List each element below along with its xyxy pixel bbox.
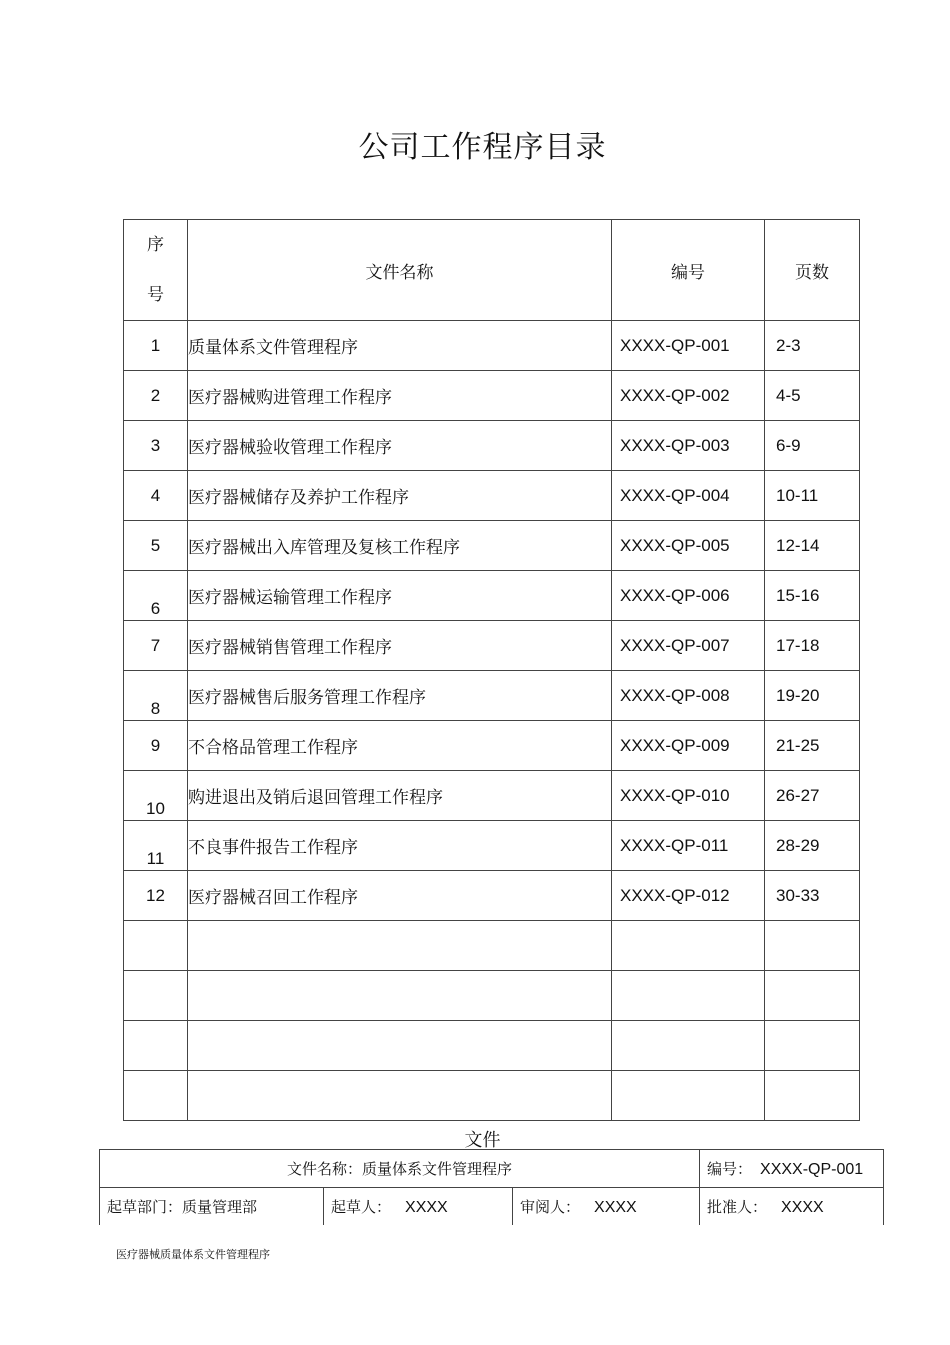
row-pages <box>765 821 860 871</box>
file-code-label: 编号： <box>707 1160 753 1178</box>
row-code-text: XXXX-QP-011 <box>620 835 729 855</box>
row-name <box>188 571 612 621</box>
row-name-text: 医疗器械储存及养护工作程序 <box>188 488 409 508</box>
row-seq-text: 6 <box>150 599 161 618</box>
row-pages <box>765 371 860 421</box>
footer-row-2 <box>100 1188 884 1226</box>
header-seq <box>124 220 188 321</box>
table-row <box>124 421 860 471</box>
header-name: 文件名称 <box>188 220 612 321</box>
footer-row-1 <box>100 1150 884 1188</box>
page-title: 公司工作程序目录 <box>358 130 607 165</box>
row-pages-text: 12-14 <box>776 535 820 555</box>
row-seq-text: 9 <box>150 735 161 755</box>
drafter-label: 起草人： <box>331 1198 392 1216</box>
row-pages <box>765 621 860 671</box>
row-name-text: 不良事件报告工作程序 <box>188 838 358 858</box>
table-header-row <box>124 220 860 321</box>
row-name <box>188 321 612 371</box>
row-seq-text: 2 <box>150 385 161 405</box>
empty-cell <box>124 921 188 971</box>
drafter <box>324 1188 513 1226</box>
row-code-text: XXXX-QP-008 <box>620 685 730 705</box>
empty-cell <box>188 921 612 971</box>
approver-label: 批准人： <box>707 1198 768 1216</box>
procedure-table <box>123 219 860 1121</box>
row-code-text: XXXX-QP-009 <box>620 735 730 755</box>
row-pages-text: 21-25 <box>776 735 820 755</box>
row-pages-text: 19-20 <box>776 685 820 705</box>
empty-cell <box>765 1021 860 1071</box>
row-seq-text: 8 <box>150 699 161 718</box>
table-row <box>124 571 860 621</box>
row-seq-text: 3 <box>150 435 161 455</box>
row-pages <box>765 871 860 921</box>
empty-cell <box>124 1021 188 1071</box>
row-seq <box>124 571 188 621</box>
header-seq-top: 序 <box>147 235 164 255</box>
empty-cell <box>188 971 612 1021</box>
row-seq-text: 11 <box>146 849 165 868</box>
row-seq <box>124 621 188 671</box>
row-code-text: XXXX-QP-005 <box>620 535 730 555</box>
row-name <box>188 671 612 721</box>
row-code <box>612 871 765 921</box>
row-name-text: 医疗器械出入库管理及复核工作程序 <box>188 538 460 558</box>
row-code-text: XXXX-QP-001 <box>620 335 730 355</box>
empty-cell <box>612 1021 765 1071</box>
reviewer-value: XXXX <box>594 1199 637 1216</box>
row-name-text: 医疗器械验收管理工作程序 <box>188 438 392 458</box>
empty-cell <box>765 921 860 971</box>
draft-dept: 起草部门：质量管理部 <box>100 1188 324 1226</box>
row-seq <box>124 821 188 871</box>
row-pages-text: 26-27 <box>776 785 820 805</box>
row-pages-text: 30-33 <box>776 885 820 905</box>
row-seq <box>124 871 188 921</box>
row-code-text: XXXX-QP-010 <box>620 785 730 805</box>
table-row <box>124 871 860 921</box>
row-code-text: XXXX-QP-012 <box>620 885 730 905</box>
row-name-text: 质量体系文件管理程序 <box>188 338 358 358</box>
row-code <box>612 721 765 771</box>
row-name <box>188 871 612 921</box>
table-row <box>124 821 860 871</box>
row-seq-text: 5 <box>150 535 161 555</box>
row-name <box>188 521 612 571</box>
row-pages <box>765 321 860 371</box>
row-pages <box>765 471 860 521</box>
row-pages <box>765 521 860 571</box>
file-code-value: XXXX-QP-001 <box>760 1161 864 1178</box>
row-pages <box>765 721 860 771</box>
row-pages-text: 10-11 <box>776 485 819 505</box>
row-name <box>188 471 612 521</box>
row-name <box>188 621 612 671</box>
empty-row <box>124 1021 860 1071</box>
row-code-text: XXXX-QP-003 <box>620 435 730 455</box>
header-seq-bottom: 号 <box>147 285 164 305</box>
empty-cell <box>612 921 765 971</box>
row-code-text: XXXX-QP-002 <box>620 385 730 405</box>
row-seq <box>124 771 188 821</box>
row-code <box>612 521 765 571</box>
row-code <box>612 671 765 721</box>
caption: 文件 <box>464 1130 501 1151</box>
reviewer <box>513 1188 700 1226</box>
row-seq-text: 1 <box>150 335 161 355</box>
row-pages-text: 4-5 <box>776 385 801 405</box>
row-pages <box>765 671 860 721</box>
drafter-value: XXXX <box>405 1199 448 1216</box>
row-code-text: XXXX-QP-004 <box>620 485 730 505</box>
row-seq <box>124 421 188 471</box>
table-row <box>124 321 860 371</box>
empty-cell <box>612 971 765 1021</box>
row-code <box>612 421 765 471</box>
row-code <box>612 771 765 821</box>
row-seq <box>124 721 188 771</box>
row-name <box>188 771 612 821</box>
row-pages-text: 17-18 <box>776 635 820 655</box>
row-name <box>188 821 612 871</box>
header-code: 编号 <box>612 220 765 321</box>
row-code <box>612 471 765 521</box>
table-row <box>124 671 860 721</box>
file-code <box>700 1150 884 1188</box>
row-seq <box>124 521 188 571</box>
approver <box>700 1188 884 1226</box>
row-name <box>188 371 612 421</box>
empty-cell <box>612 1071 765 1121</box>
empty-row <box>124 971 860 1021</box>
header-pages: 页数 <box>765 220 860 321</box>
row-seq-text: 10 <box>146 799 165 818</box>
row-seq-text: 12 <box>146 885 165 905</box>
table-row <box>124 771 860 821</box>
row-seq-text: 7 <box>150 635 161 655</box>
row-name-text: 医疗器械召回工作程序 <box>188 888 358 908</box>
row-code-text: XXXX-QP-006 <box>620 585 730 605</box>
row-pages-text: 6-9 <box>776 435 801 455</box>
table-row <box>124 471 860 521</box>
table-row <box>124 621 860 671</box>
empty-cell <box>124 1071 188 1121</box>
row-code-text: XXXX-QP-007 <box>620 635 730 655</box>
row-seq-text: 4 <box>150 485 161 505</box>
row-code <box>612 321 765 371</box>
row-name-text: 医疗器械销售管理工作程序 <box>188 638 392 658</box>
row-code <box>612 371 765 421</box>
row-code <box>612 571 765 621</box>
empty-cell <box>188 1071 612 1121</box>
row-name-text: 医疗器械售后服务管理工作程序 <box>188 688 426 708</box>
approver-value: XXXX <box>781 1199 824 1216</box>
row-name <box>188 721 612 771</box>
empty-cell <box>765 1071 860 1121</box>
reviewer-label: 审阅人： <box>520 1198 581 1216</box>
empty-row <box>124 1071 860 1121</box>
bottom-note: 医疗器械质量体系文件管理程序 <box>116 1248 270 1261</box>
document-info-table <box>99 1149 884 1225</box>
row-seq <box>124 371 188 421</box>
table-row <box>124 721 860 771</box>
row-pages-text: 28-29 <box>776 835 820 855</box>
row-pages <box>765 771 860 821</box>
row-seq <box>124 321 188 371</box>
empty-cell <box>765 971 860 1021</box>
table-row <box>124 371 860 421</box>
empty-cell <box>188 1021 612 1071</box>
row-name-text: 医疗器械购进管理工作程序 <box>188 388 392 408</box>
row-pages-text: 15-16 <box>776 585 820 605</box>
row-pages <box>765 421 860 471</box>
row-code <box>612 821 765 871</box>
row-seq <box>124 671 188 721</box>
row-name-text: 医疗器械运输管理工作程序 <box>188 588 392 608</box>
row-code <box>612 621 765 671</box>
row-seq <box>124 471 188 521</box>
file-name: 文件名称：质量体系文件管理程序 <box>100 1150 700 1188</box>
row-pages-text: 2-3 <box>776 335 801 355</box>
empty-row <box>124 921 860 971</box>
empty-cell <box>124 971 188 1021</box>
row-name <box>188 421 612 471</box>
row-name-text: 不合格品管理工作程序 <box>188 738 358 758</box>
row-pages <box>765 571 860 621</box>
table-row <box>124 521 860 571</box>
row-name-text: 购进退出及销后退回管理工作程序 <box>188 788 443 808</box>
